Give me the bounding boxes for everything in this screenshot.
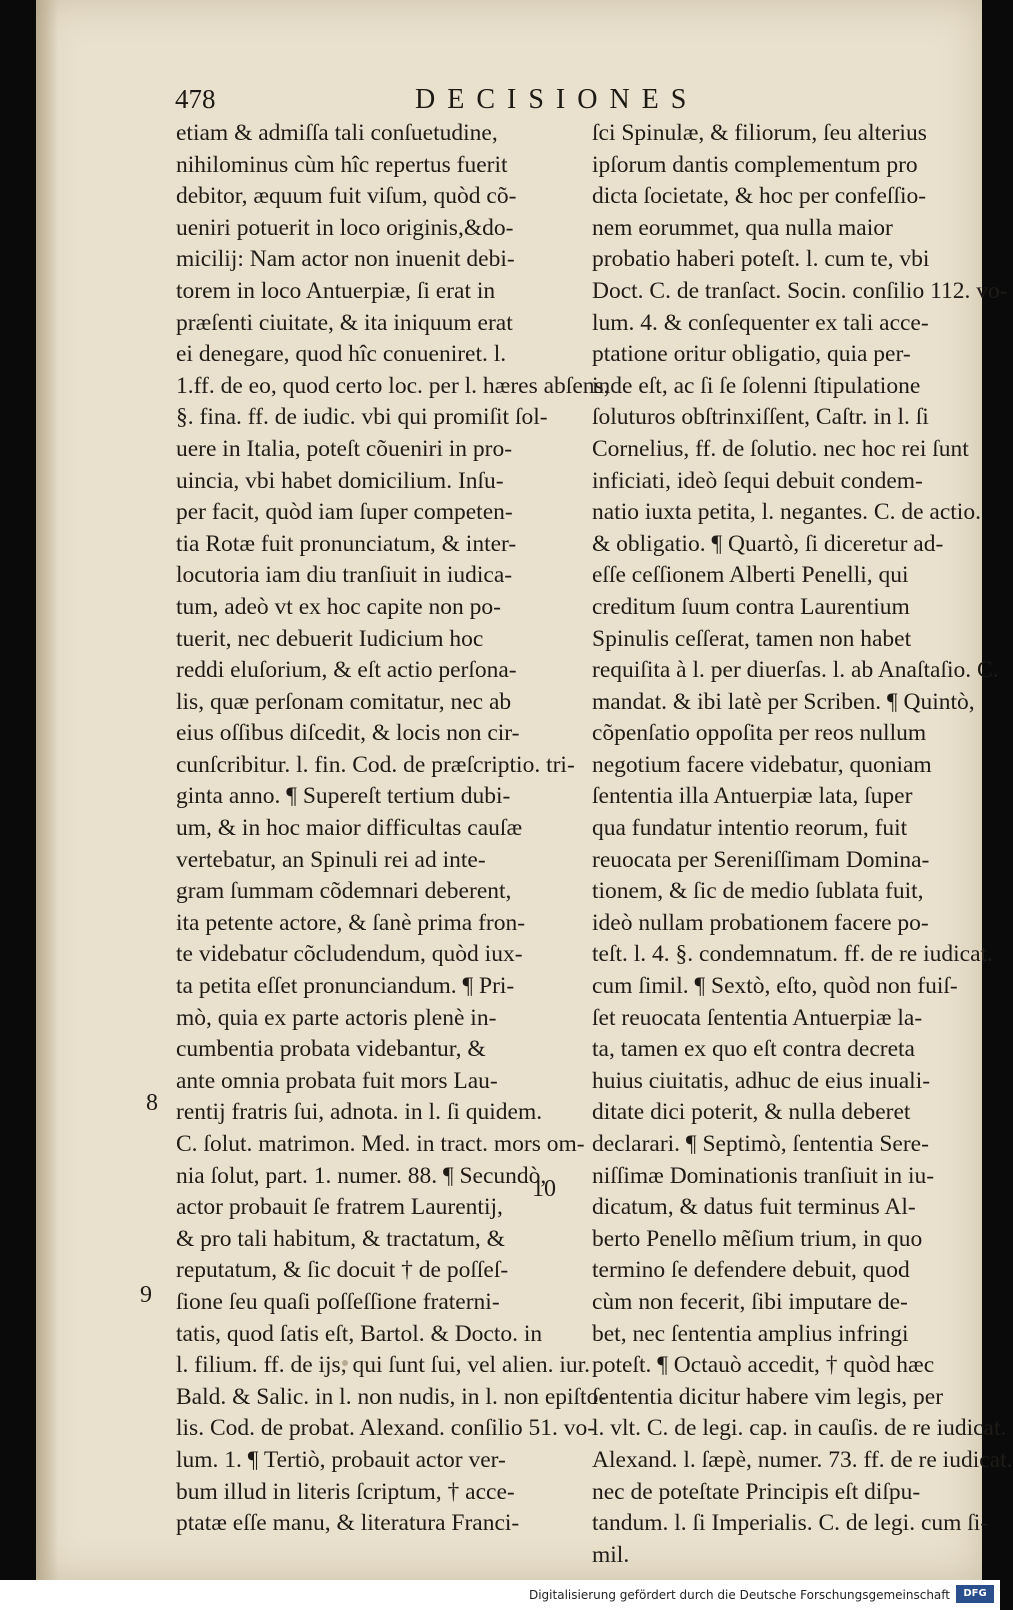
text-line: niſſimæ Dominationis tranſiuit in iu- — [592, 1162, 935, 1189]
text-line: vertebatur, an Spinuli rei ad inte- — [176, 846, 486, 873]
text-line: & pro tali habitum, & tractatum, & — [176, 1225, 505, 1252]
text-line: Doct. C. de tranſact. Socin. conſilio 112. vo- — [592, 277, 1008, 304]
text-line: ptatæ eſſe manu, & literatura Franci- — [176, 1510, 520, 1537]
margin-number: 10 — [532, 1176, 556, 1202]
margin-number: 8 — [146, 1090, 158, 1116]
text-line: cumbentia probata videbantur, & — [176, 1036, 486, 1063]
text-line: ei denegare, quod hîc conueniret. l. — [176, 341, 507, 368]
text-line: §. fina. ff. de iudic. vbi qui promiſit ſol- — [176, 404, 548, 431]
text-line: nec de poteſtate Principis eſt diſpu- — [592, 1478, 921, 1505]
text-line: C. ſolut. matrimon. Med. in tract. mors om- — [176, 1131, 585, 1157]
text-line: bet, nec ſententia amplius infringi — [592, 1320, 909, 1347]
dfg-logo: DFG — [956, 1585, 994, 1603]
text-line: ta, tamen ex quo eſt contra decreta — [592, 1036, 915, 1063]
paper-stain — [342, 1360, 348, 1366]
text-line: ante omnia probata fuit mors Lau- — [176, 1067, 498, 1094]
text-line: ipſorum dantis complementum pro — [592, 151, 918, 178]
text-line: creditum ſuum contra Laurentium — [592, 593, 910, 620]
text-line: ita petente actore, & ſanè prima fron- — [176, 909, 526, 936]
text-line: inficiati, ideò ſequi debuit condem- — [592, 467, 923, 494]
text-line: reuocata per Sereniſſimam Domina- — [592, 846, 930, 873]
text-line: ideò nullam probationem facere po- — [592, 909, 929, 936]
text-line: mandat. & ibi latè per Scriben. ¶ Quintò, — [592, 688, 975, 715]
text-line: ſententia illa Antuerpiæ lata, ſuper — [592, 783, 913, 810]
text-line: requiſita à l. per diuerſas. l. ab Anaſtaſio. C. — [592, 657, 999, 684]
text-line: præſenti ciuitate, & ita iniquum erat — [176, 309, 513, 336]
left-text-column — [176, 118, 610, 1540]
text-line: qua fundatur intentio reorum, fuit — [592, 815, 908, 842]
text-line: nia ſolut, part. 1. numer. 88. ¶ Secundò, — [176, 1162, 547, 1189]
text-line: ſoluturos obſtrinxiſſent, Caſtr. in l. ſi — [592, 404, 929, 431]
text-line: berto Penello mẽſium trium, in quo — [592, 1225, 923, 1252]
text-line: ſet reuocata ſententia Antuerpiæ la- — [592, 1004, 923, 1031]
text-line: debitor, æquum fuit viſum, quòd cõ- — [176, 183, 517, 210]
text-line: te videbatur cõcludendum, quòd iux- — [176, 941, 523, 968]
text-line: ſententia dicitur habere vim legis, per — [592, 1383, 944, 1410]
text-line: eſſe ceſſionem Alberti Penelli, qui — [592, 562, 909, 589]
page-number: 478 — [175, 84, 216, 114]
text-line: rentij fratris ſui, adnota. in l. ſi quidem. — [176, 1099, 543, 1126]
text-line: um, & in hoc maior difficultas cauſæ — [176, 815, 523, 842]
text-line: ſione ſeu quaſi poſſeſſione fraterni- — [176, 1288, 500, 1315]
text-line: probatio haberi poteſt. l. cum te, vbi — [592, 246, 930, 273]
funding-note: Digitalisierung gefördert durch die Deutsche Forschungsgemeinschaft — [528, 1588, 950, 1602]
text-line: Bald. & Salic. in l. non nudis, in l. non epiſto- — [176, 1383, 607, 1410]
text-line: tandum. l. ſi Imperialis. C. de legi. cum ſi- — [592, 1510, 989, 1537]
text-line: uere in Italia, poteſt cõueniri in pro- — [176, 435, 513, 462]
page-header — [135, 80, 755, 120]
text-line: Alexand. l. ſæpè, numer. 73. ff. de re iudicat. — [592, 1446, 1013, 1473]
text-line: ſci Spinulæ, & filiorum, ſeu alterius — [592, 120, 927, 146]
text-line: l. filium. ff. de ijs, qui ſunt ſui, vel alien. iur. — [176, 1352, 591, 1379]
footer-bar — [0, 1580, 1000, 1610]
text-line: bum illud in literis ſcriptum, † acce- — [176, 1478, 515, 1505]
text-line: ta petita eſſet pronunciandum. ¶ Pri- — [176, 973, 515, 1000]
text-line: lum. 1. ¶ Tertiò, probauit actor ver- — [176, 1446, 506, 1473]
text-line: tionem, & ſic de medio ſublata fuit, — [592, 878, 924, 905]
text-line: uincia, vbi habet domicilium. Inſu- — [176, 467, 504, 494]
text-line: Spinulis ceſſerat, tamen non habet — [592, 625, 912, 652]
text-line: locutoria iam diu tranſiuit in iudica- — [176, 562, 513, 589]
text-line: 1.ff. de eo, quod certo loc. per l. hæres abſens, — [176, 372, 610, 399]
text-line: nem eorummet, qua nulla maior — [592, 214, 893, 241]
text-line: huius ciuitatis, adhuc de eius inuali- — [592, 1067, 931, 1094]
text-line: ginta anno. ¶ Supereſt tertium dubi- — [176, 783, 511, 810]
text-line: poteſt. ¶ Octauò accedit, † quòd hæc — [592, 1352, 935, 1379]
text-line: per facit, quòd iam ſuper competen- — [176, 499, 513, 526]
text-line: dicta ſocietate, & hoc per confeſſio- — [592, 183, 927, 210]
text-line: gram ſummam cõdemnari deberent, — [176, 878, 512, 905]
text-line: lis. Cod. de probat. Alexand. conſilio 51. vo- — [176, 1415, 596, 1442]
text-line: etiam & admiſſa tali conſuetudine, — [176, 120, 498, 146]
text-line: tatis, quod ſatis eſt, Bartol. & Docto. in — [176, 1320, 543, 1347]
text-line: nihilominus cùm hîc repertus fuerit — [176, 151, 508, 178]
text-line: cunſcribitur. l. fin. Cod. de præſcriptio. tri- — [176, 751, 575, 778]
text-line: negotium facere videbatur, quoniam — [592, 751, 932, 778]
text-line: l. vlt. C. de legi. cap. in cauſis. de re iudicat. — [592, 1415, 1007, 1442]
text-line: cõpenſatio oppoſita per reos nullum — [592, 720, 927, 747]
text-line: tum, adeò vt ex hoc capite non po- — [176, 593, 501, 620]
right-text-column — [592, 118, 1013, 1571]
text-line: reputatum, & ſic docuit † de poſſeſ- — [176, 1257, 509, 1284]
text-line: ptatione oritur obligatio, quia per- — [592, 341, 911, 368]
text-line: micilij: Nam actor non inuenit debi- — [176, 246, 515, 273]
text-line: & obligatio. ¶ Quartò, ſi diceretur ad- — [592, 530, 944, 557]
text-line: natio iuxta petita, l. negantes. C. de actio. — [592, 499, 981, 526]
text-line: eius oſſibus diſcedit, & locis non cir- — [176, 720, 520, 747]
page-gutter-shadow — [36, 0, 58, 1580]
text-line: teſt. l. 4. §. condemnatum. ff. de re iudicat. — [592, 941, 993, 968]
text-line: mil. — [592, 1541, 630, 1568]
text-line: cum ſimil. ¶ Sextò, eſto, quòd non fuiſ- — [592, 973, 958, 1000]
text-line: tuerit, nec debuerit Iudicium hoc — [176, 625, 484, 652]
text-line: termino ſe defendere debuit, quod — [592, 1257, 910, 1284]
text-line: ueniri potuerit in loco originis,&do- — [176, 214, 514, 241]
text-line: dicatum, & datus fuit terminus Al- — [592, 1194, 916, 1221]
text-line: lis, quæ perſonam comitatur, nec ab — [176, 688, 512, 715]
text-line: ditate dici poterit, & nulla deberet — [592, 1099, 911, 1126]
text-line: mò, quia ex parte actoris plenè in- — [176, 1004, 497, 1031]
text-line: actor probauit ſe fratrem Laurentij, — [176, 1194, 503, 1221]
paper-stain — [770, 1390, 774, 1394]
text-line: cùm non fecerit, ſibi imputare de- — [592, 1288, 908, 1315]
text-line: lum. 4. & conſequenter ex tali acce- — [592, 309, 929, 336]
text-line: inde eſt, ac ſi ſe ſolenni ſtipulatione — [592, 372, 921, 399]
text-line: tia Rotæ fuit pronunciatum, & inter- — [176, 530, 517, 557]
margin-number: 9 — [140, 1282, 152, 1308]
text-line: reddi eluſorium, & eſt actio perſona- — [176, 657, 517, 684]
text-line: declarari. ¶ Septimò, ſententia Sere- — [592, 1131, 929, 1157]
running-title: DECISIONES — [415, 84, 699, 115]
text-line: Cornelius, ff. de ſolutio. nec hoc rei ſunt — [592, 435, 969, 462]
text-line: torem in loco Antuerpiæ, ſi erat in — [176, 277, 496, 304]
